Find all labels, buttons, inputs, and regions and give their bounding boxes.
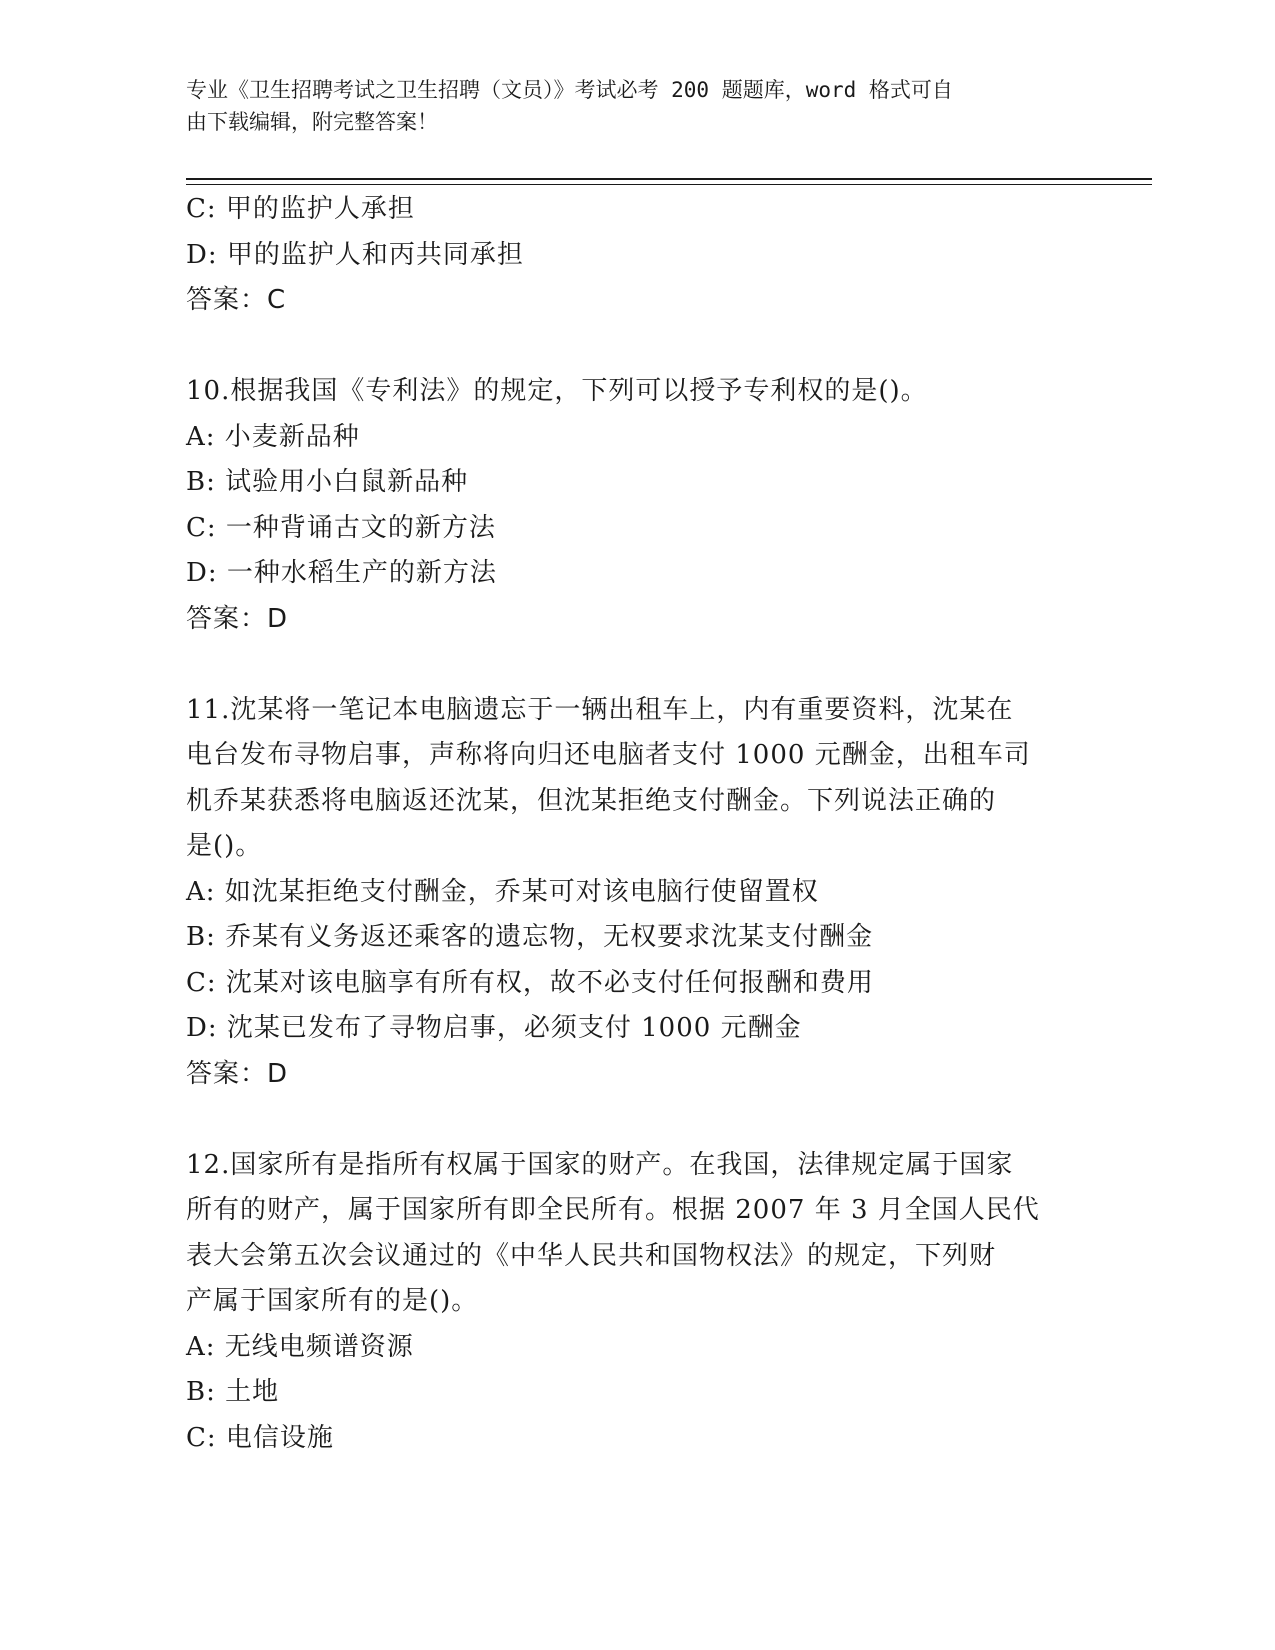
- option-c: C: 电信设施: [186, 1422, 334, 1453]
- option-c: C: 一种背诵古文的新方法: [186, 512, 496, 543]
- option-a: A: 小麦新品种: [186, 421, 360, 452]
- option-c: C: 沈某对该电脑享有所有权，故不必支付任何报酬和费用: [186, 967, 874, 998]
- option-a: A: 如沈某拒绝支付酬金，乔某可对该电脑行使留置权: [186, 876, 819, 907]
- option-d: D: 甲的监护人和丙共同承担: [186, 239, 524, 270]
- question-9-tail: [186, 187, 1086, 324]
- document-header: [186, 74, 1086, 138]
- question-gap: [186, 324, 1086, 370]
- option-c: C: 甲的监护人承担: [186, 194, 415, 224]
- header-line-2: 由下载编辑，附完整答案！: [186, 110, 438, 134]
- header-line-1: 专业《卫生招聘考试之卫生招聘（文员）》考试必考 200 题题库，word 格式可自: [186, 78, 953, 102]
- option-b: B: 土地: [186, 1377, 280, 1407]
- question-12: [186, 1143, 1086, 1462]
- question-stem-line: 是()。: [186, 831, 263, 861]
- question-gap: [186, 642, 1086, 688]
- question-stem-line: 电台发布寻物启事，声称将向归还电脑者支付 1000 元酬金，出租车司: [186, 740, 1031, 770]
- answer-label: 答案：C: [186, 285, 287, 315]
- answer-label: 答案：D: [186, 603, 289, 634]
- header-divider-thick: [186, 178, 1152, 180]
- question-stem: 10.根据我国《专利法》的规定，下列可以授予专利权的是()。: [186, 376, 928, 406]
- header-divider-thin: [186, 184, 1152, 185]
- question-stem-line: 12.国家所有是指所有权属于国家的财产。在我国，法律规定属于国家: [186, 1149, 1014, 1180]
- question-11: [186, 688, 1086, 1098]
- question-gap: [186, 1097, 1086, 1143]
- option-b: B: 试验用小白鼠新品种: [186, 467, 469, 497]
- question-stem-line: 表大会第五次会议通过的《中华人民共和国物权法》的规定，下列财: [186, 1240, 997, 1271]
- answer-label: 答案：D: [186, 1058, 289, 1089]
- option-d: D: 沈某已发布了寻物启事，必须支付 1000 元酬金: [186, 1013, 802, 1043]
- question-stem-line: 产属于国家所有的是()。: [186, 1286, 479, 1316]
- question-stem-line: 机乔某获悉将电脑返还沈某，但沈某拒绝支付酬金。下列说法正确的: [186, 785, 997, 816]
- option-d: D: 一种水稻生产的新方法: [186, 558, 497, 588]
- question-stem-line: 11.沈某将一笔记本电脑遗忘于一辆出租车上，内有重要资料，沈某在: [186, 694, 1014, 725]
- option-a: A: 无线电频谱资源: [186, 1331, 414, 1362]
- question-stem-line: 所有的财产，属于国家所有即全民所有。根据 2007 年 3 月全国人民代: [186, 1195, 1040, 1225]
- question-10: [186, 369, 1086, 642]
- question-list: [186, 187, 1086, 1461]
- option-b: B: 乔某有义务返还乘客的遗忘物，无权要求沈某支付酬金: [186, 922, 874, 952]
